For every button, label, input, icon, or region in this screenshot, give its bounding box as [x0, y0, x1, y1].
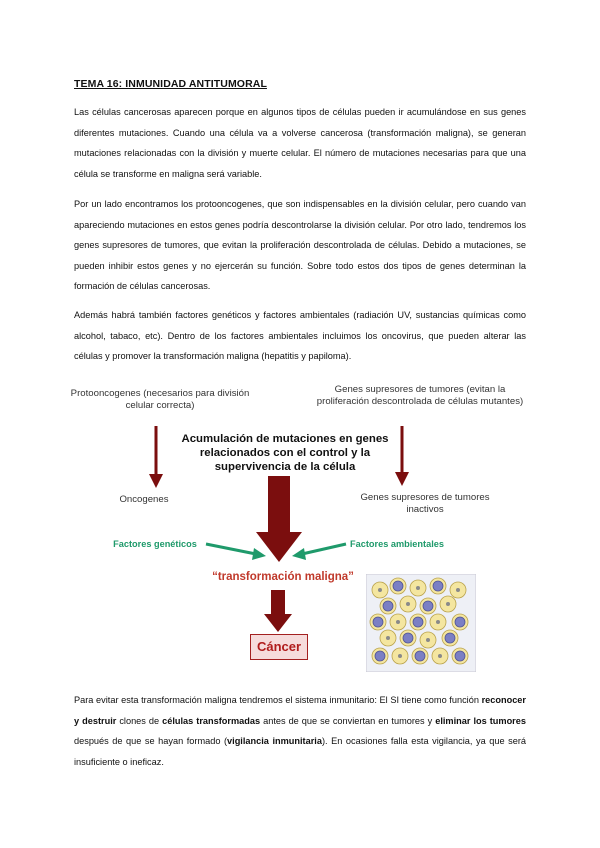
paragraph-factors: Además habrá también factores genéticos y factores ambientales (radiación UV, sustancias químicas como alcohol, tabaco, etc). Dentro de los factores ambientales incluimos los oncovirus, que pueden alterar las células y promover la transformación maligna (hepatitis y papiloma).	[74, 310, 526, 362]
big-arrow-shaft	[268, 476, 290, 534]
label-genes-inactivos: Genes supresores de tumores inactivos	[360, 492, 490, 515]
cancer-arrow-head	[264, 614, 292, 632]
p4-text-2: clones de	[116, 715, 163, 726]
label-genes-supresores: Genes supresores de tumores (evitan la proliferación descontrolada de células mutantes)	[316, 384, 524, 407]
arrow-genes-inactive-head	[395, 472, 409, 486]
page-title: TEMA 16: INMUNIDAD ANTITUMORAL	[74, 78, 267, 90]
arrow-proto-onco-head	[149, 474, 163, 488]
big-arrow-head	[256, 532, 302, 562]
p4-bold-celulas: células transformadas	[162, 715, 261, 726]
arrow-env-factors	[302, 544, 346, 554]
arrow-genetic-factors-head	[252, 548, 266, 560]
paragraph-intro: Las células cancerosas aparecen porque en algunos tipos de células pueden ir acumulándose en sus genes diferentes mutaciones. Cuando una célula va a volverse cancerosa (transformación maligna), se generan mutaciones relacionadas con la división y muerte celular. El número de mutaciones necesarias para que una célula se transforme en maligna será variable.	[74, 107, 526, 179]
cancer-diagram	[60, 378, 540, 678]
paragraph-immune-surveillance	[74, 690, 526, 772]
label-transformacion-maligna: “transformación maligna”	[212, 571, 354, 583]
arrow-env-factors-head	[292, 548, 306, 560]
p4-text-5: ). En ocasiones falla esta vigilancia, ya que será insuficiente o ineficaz.	[74, 736, 526, 767]
p4-bold-eliminar: eliminar los tumores	[435, 715, 526, 726]
p4-bold-vigilancia: vigilancia inmunitaria	[227, 736, 322, 747]
p4-text-4: después de que se hayan formado (	[74, 736, 228, 747]
cancer-arrow-shaft	[271, 590, 285, 616]
arrow-genetic-factors	[206, 544, 256, 554]
label-acumulacion: Acumulación de mutaciones en genes relacionados con el control y la supervivencia de la célula	[181, 433, 389, 473]
label-protooncogenes: Protooncogenes (necesarios para división celular correcta)	[70, 388, 250, 411]
paragraph-genes: Por un lado encontramos los protooncogenes, que son indispensables en la división celular, pero cuando van apareciendo mutaciones en estos genes podría descontrolarse la división celular. Por otro lado, tendremos los genes supresores de tumores, que evitan la proliferación descontrolada de células. Debido a mutaciones, se pueden inhibir estos genes y no ejercerán su función. Sobre todo estos dos tipos de genes determinan la formación de células cancerosas.	[74, 199, 526, 292]
p4-text-1: Para evitar esta transformación maligna tendremos el sistema inmunitario: El SI tiene como función	[74, 695, 482, 705]
label-factores-geneticos: Factores genéticos	[113, 539, 197, 549]
p4-bold-reconocer: reconocer y destruir	[74, 695, 526, 726]
label-cancer: Cáncer	[250, 634, 308, 660]
tumor-cells-illustration	[366, 574, 476, 672]
p4-text-3: antes de que se conviertan en tumores y	[260, 715, 436, 726]
label-oncogenes: Oncogenes	[119, 494, 169, 505]
label-factores-ambientales: Factores ambientales	[350, 539, 444, 549]
